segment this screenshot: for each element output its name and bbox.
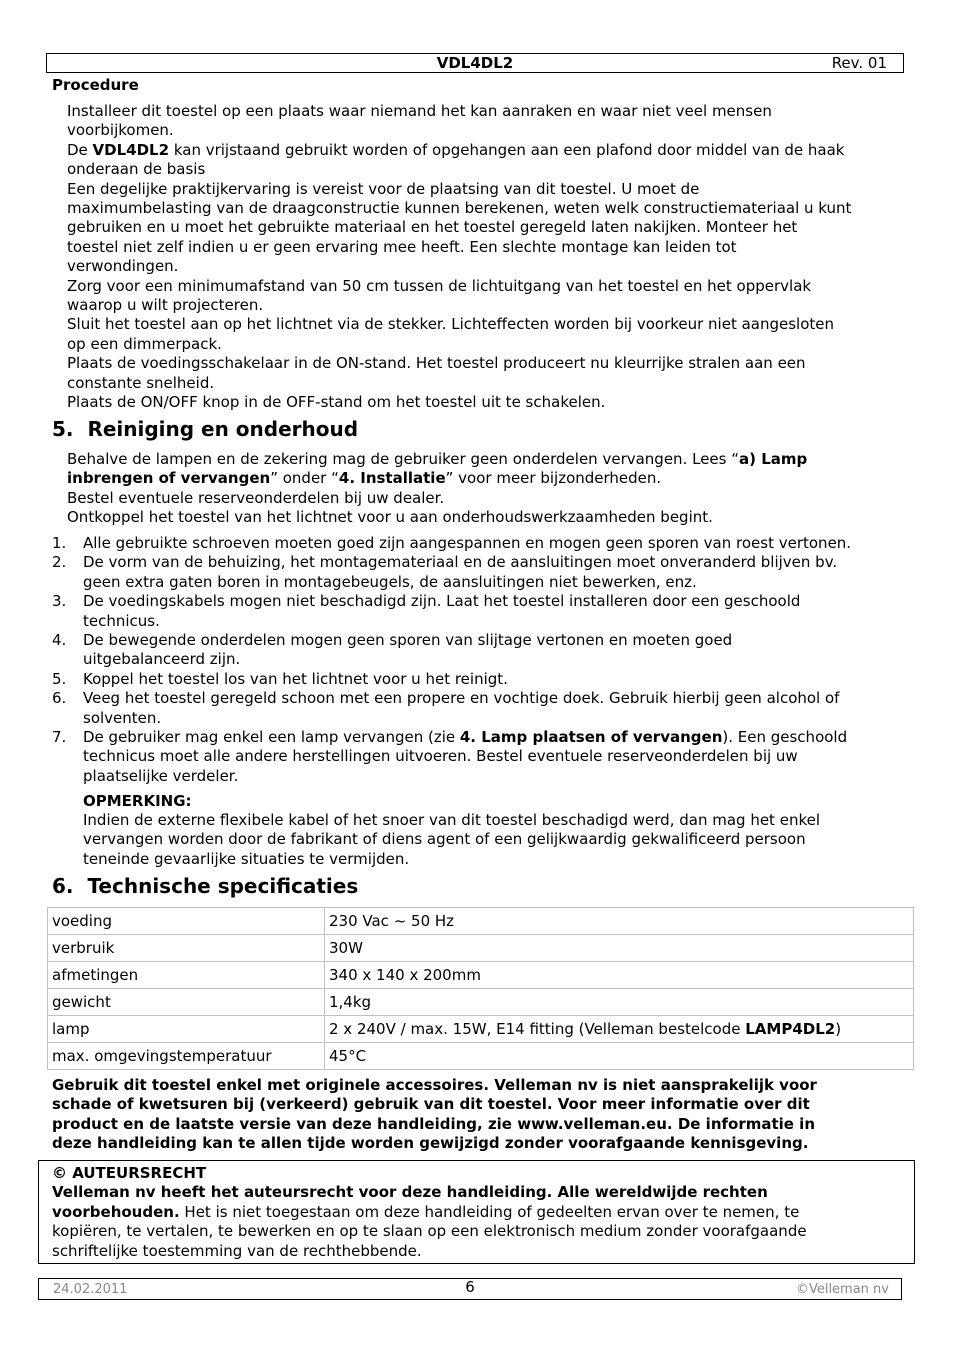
disclaimer-line: deze handleiding kan te allen tijde worden gewijzigd zonder voorafgaande kennisgeving.	[52, 1134, 809, 1153]
procedure-line: maximumbelasting van de draagconstructie kunnen berekenen, weten welk constructiemateriaal u kunt	[67, 199, 852, 217]
footer-date: 24.02.2011	[53, 1282, 128, 1297]
list-item-line: De vorm van de behuizing, het montagemateriaal en de aansluitingen moet onveranderd blijven bv.	[83, 553, 838, 572]
copyright-line: voorbehouden. Het is niet toegestaan om deze handleiding of gedeelten ervan over te nemen, te	[52, 1202, 800, 1221]
list-item-line: De bewegende onderdelen mogen geen sporen van slijtage vertonen en moeten goed	[83, 631, 733, 649]
spec-value: 30W	[325, 935, 914, 962]
spec-value: 45°C	[325, 1043, 914, 1070]
procedure-title: Procedure	[52, 76, 139, 94]
procedure-line: toestel niet zelf indien u er geen ervaring mee heeft. Een slechte montage kan leiden tot	[67, 237, 737, 256]
spec-value: 340 x 140 x 200mm	[325, 962, 914, 989]
procedure-line: constante snelheid.	[67, 373, 215, 392]
copyright-box	[38, 1160, 915, 1264]
list-item-line: De gebruiker mag enkel een lamp vervangen (zie 4. Lamp plaatsen of vervangen). Een geschoold	[83, 728, 848, 746]
list-item-line: Koppel het toestel los van het lichtnet voor u het reinigt.	[83, 669, 508, 688]
table-row	[48, 989, 914, 1016]
procedure-line: Sluit het toestel aan op het lichtnet via de stekker. Lichteffecten worden bij voorkeur niet aangesloten	[67, 315, 835, 334]
list-item-line: solventen.	[83, 708, 162, 727]
list-item-number: 1.	[52, 534, 67, 552]
note-line: vervangen worden door de fabrikant of diens agent of een gelijkwaardig gekwalificeerd persoon	[83, 830, 806, 849]
procedure-line: waarop u wilt projecteren.	[67, 296, 264, 314]
section-5-title: 5. Reiniging en onderhoud	[52, 417, 359, 441]
list-item-line: plaatselijke verdeler.	[83, 766, 239, 785]
list-item-line: Alle gebruikte schroeven moeten goed zijn aangespannen en mogen geen sporen van roest vertonen.	[83, 534, 852, 552]
procedure-line: verwondingen.	[67, 257, 179, 276]
procedure-line: Plaats de ON/OFF knop in de OFF-stand om het toestel uit te schakelen.	[67, 393, 606, 411]
spec-table	[47, 907, 914, 1070]
table-row	[48, 1043, 914, 1070]
procedure-line: onderaan de basis	[67, 160, 206, 179]
intro-line: Bestel eventuele reserveonderdelen bij uw dealer.	[67, 488, 445, 507]
spec-key: gewicht	[48, 989, 325, 1016]
intro-line: Behalve de lampen en de zekering mag de gebruiker geen onderdelen vervangen. Lees “a) Lamp	[67, 450, 808, 468]
page-header	[46, 53, 904, 73]
procedure-line: gebruiken en u moet het gebruikte materiaal en het toestel geregeld laten nakijken. Monteer het	[67, 218, 798, 237]
section-6-title: 6. Technische specificaties	[52, 874, 359, 898]
disclaimer-line: schade of kwetsuren bij (verkeerd) gebruik van dit toestel. Voor meer informatie over dit	[52, 1095, 810, 1114]
list-item-number: 2.	[52, 553, 67, 572]
table-row	[48, 1016, 914, 1043]
procedure-line: Installeer dit toestel op een plaats waar niemand het kan aanraken en waar niet veel mensen	[67, 102, 772, 120]
intro-line: Ontkoppel het toestel van het lichtnet voor u aan onderhoudswerkzaamheden begint.	[67, 508, 713, 527]
spec-key: verbruik	[48, 935, 325, 962]
list-item-line: technicus moet alle andere herstellingen uitvoeren. Bestel eventuele reserveonderdelen bij uw	[83, 747, 798, 766]
intro-line: inbrengen of vervangen” onder “4. Installatie” voor meer bijzonderheden.	[67, 469, 662, 488]
footer-copyright: ©Velleman nv	[795, 1282, 889, 1297]
revision: Rev. 01	[831, 54, 887, 72]
copyright-line: schriftelijke toestemming van de rechthebbende.	[52, 1241, 422, 1260]
table-row	[48, 962, 914, 989]
table-row	[48, 908, 914, 935]
list-item-number: 5.	[52, 669, 67, 688]
note-line: teneinde gevaarlijke situaties te vermijden.	[83, 849, 410, 868]
procedure-line: Plaats de voedingsschakelaar in de ON-stand. Het toestel produceert nu kleurrijke stralen aan een	[67, 354, 806, 373]
spec-key: voeding	[48, 908, 325, 935]
page-number: 6	[465, 1278, 475, 1296]
list-item-number: 4.	[52, 631, 67, 649]
copyright-line: kopiëren, te vertalen, te bewerken en op te slaan op een elektronisch medium zonder voorafgaande	[52, 1222, 807, 1241]
procedure-line: Zorg voor een minimumafstand van 50 cm tussen de lichtuitgang van het toestel en het oppervlak	[67, 276, 812, 295]
list-item-line: uitgebalanceerd zijn.	[83, 650, 241, 669]
procedure-line: De VDL4DL2 kan vrijstaand gebruikt worden of opgehangen aan een plafond door middel van de haak	[67, 140, 845, 159]
disclaimer-line: Gebruik dit toestel enkel met originele accessoires. Velleman nv is niet aansprakelijk voor	[52, 1076, 817, 1094]
spec-value: 2 x 240V / max. 15W, E14 fitting (Velleman bestelcode LAMP4DL2)	[325, 1016, 914, 1043]
copyright-line: Velleman nv heeft het auteursrecht voor deze handleiding. Alle wereldwijde rechten	[52, 1183, 768, 1202]
list-item-line: technicus.	[83, 611, 160, 630]
spec-value: 230 Vac ~ 50 Hz	[325, 908, 914, 935]
procedure-line: Een degelijke praktijkervaring is vereist voor de plaatsing van dit toestel. U moet de	[67, 179, 700, 198]
procedure-line: voorbijkomen.	[67, 121, 174, 140]
list-item-line: De voedingskabels mogen niet beschadigd zijn. Laat het toestel installeren door een geschoold	[83, 592, 801, 611]
list-item-number: 7.	[52, 728, 67, 746]
model-name: VDL4DL2	[436, 54, 514, 72]
procedure-line: op een dimmerpack.	[67, 334, 222, 353]
list-item-number: 3.	[52, 592, 67, 611]
copyright-title: © AUTEURSRECHT	[52, 1164, 207, 1182]
list-item-line: Veeg het toestel geregeld schoon met een propere en vochtige doek. Gebruik hierbij geen alcohol of	[83, 689, 840, 708]
note-line: Indien de externe flexibele kabel of het snoer van dit toestel beschadigd werd, dan mag het enkel	[83, 811, 820, 829]
spec-key: lamp	[48, 1016, 325, 1043]
page-footer	[38, 1278, 902, 1300]
list-item-line: geen extra gaten boren in montagebeugels, de aansluitingen niet bewerken, enz.	[83, 572, 697, 591]
spec-value: 1,4kg	[325, 989, 914, 1016]
list-item-number: 6.	[52, 689, 67, 708]
spec-key: max. omgevingstemperatuur	[48, 1043, 325, 1070]
table-row	[48, 935, 914, 962]
disclaimer-line: product en de laatste versie van deze handleiding, zie www.velleman.eu. De informatie in	[52, 1114, 816, 1133]
note-title: OPMERKING:	[83, 792, 192, 810]
spec-key: afmetingen	[48, 962, 325, 989]
